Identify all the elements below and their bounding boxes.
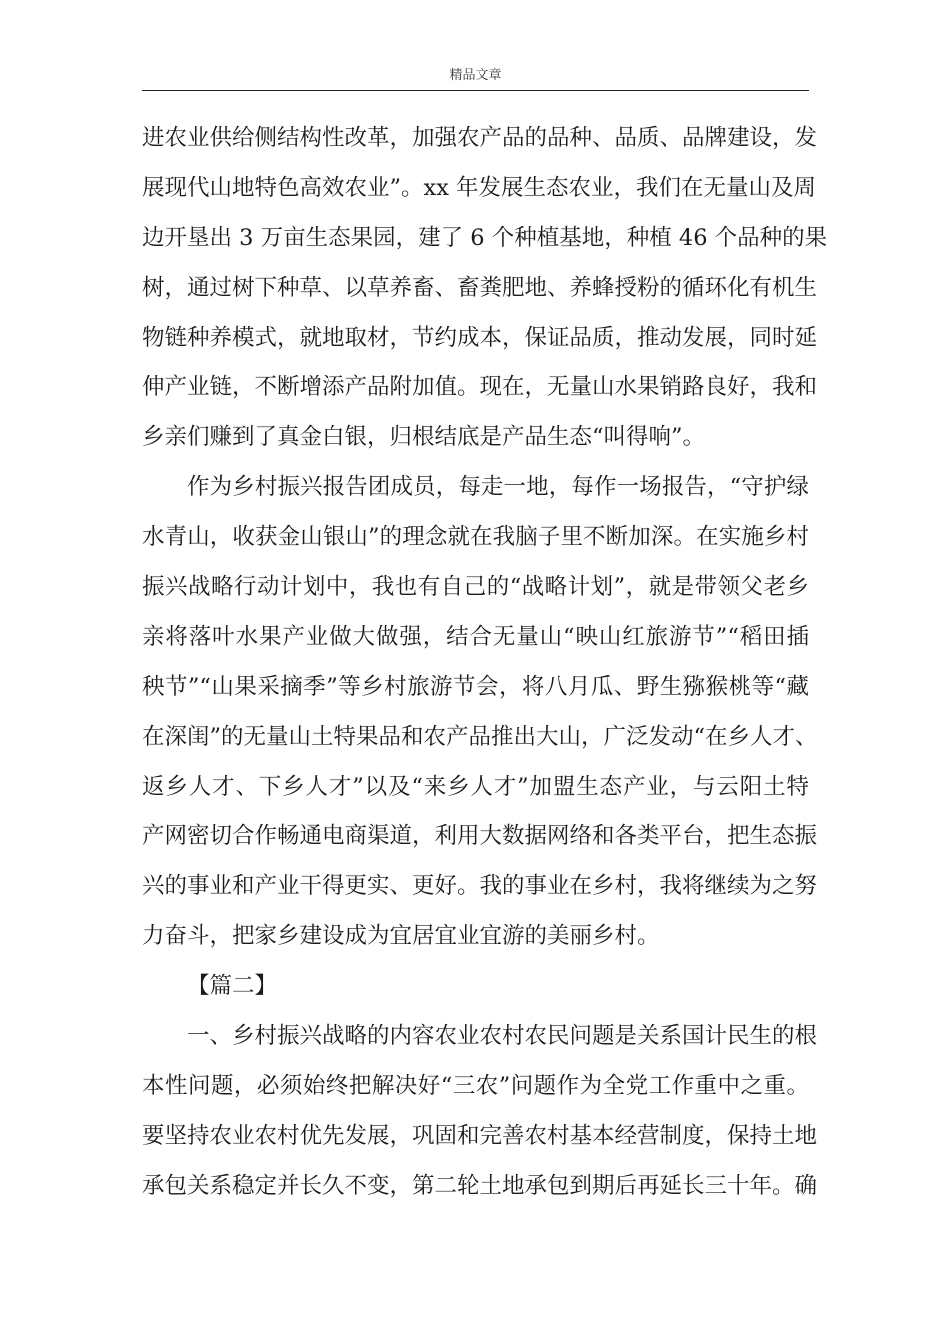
text-line: 兴的事业和产业干得更实、更好。我的事业在乡村，我将继续为之努 bbox=[142, 873, 818, 900]
text-line: 展现代山地特色高效农业”。xx 年发展生态农业，我们在无量山及周 bbox=[142, 174, 817, 201]
text-line: 力奋斗，把家乡建设成为宜居宜业宜游的美丽乡村。 bbox=[142, 923, 660, 950]
text-line: 一、乡村振兴战略的内容农业农村农民问题是关系国计民生的根 bbox=[187, 1023, 818, 1050]
document-body bbox=[142, 114, 828, 1212]
text-line: 作为乡村振兴报告团成员，每走一地，每作一场报告，“守护绿 bbox=[187, 474, 809, 501]
text-line: 进农业供给侧结构性改革，加强农产品的品种、品质、品牌建设，发 bbox=[142, 125, 818, 151]
header-title: 精品文章 bbox=[449, 68, 502, 83]
text-line: 【篇二】 bbox=[187, 973, 278, 1000]
text-line: 乡亲们赚到了真金白银，归根结底是产品生态“叫得响”。 bbox=[142, 424, 706, 451]
text-line: 边开垦出 3 万亩生态果园，建了 6 个种植基地，种植 46 个品种的果 bbox=[142, 224, 828, 251]
text-line: 树，通过树下种草、以草养畜、畜粪肥地、养蜂授粉的循环化有机生 bbox=[142, 274, 818, 301]
text-line: 产网密切合作畅通电商渠道，利用大数据网络和各类平台，把生态振 bbox=[142, 823, 818, 850]
text-line: 在深闺”的无量山土特果品和农产品推出大山，广泛发动“在乡人才、 bbox=[142, 723, 818, 750]
text-line: 秧节”“山果采摘季”等乡村旅游节会，将八月瓜、野生猕猴桃等“藏 bbox=[142, 673, 809, 700]
text-line: 伸产业链，不断增添产品附加值。现在，无量山水果销路良好，我和 bbox=[142, 374, 818, 401]
text-line: 返乡人才、下乡人才”以及“来乡人才”加盟生态产业，与云阳土特 bbox=[142, 773, 809, 800]
text-line: 承包关系稳定并长久不变，第二轮土地承包到期后再延长三十年。确 bbox=[142, 1172, 818, 1199]
page-header bbox=[142, 66, 809, 91]
text-line: 物链种养模式，就地取材，节约成本，保证品质，推动发展，同时延 bbox=[142, 324, 818, 351]
text-line: 本性问题，必须始终把解决好“三农”问题作为全党工作重中之重。 bbox=[142, 1072, 809, 1099]
text-line: 亲将落叶水果产业做大做强，结合无量山“映山红旅游节”“稻田插 bbox=[142, 623, 809, 650]
text-line: 振兴战略行动计划中，我也有自己的“战略计划”，就是带领父老乡 bbox=[142, 574, 809, 601]
text-line: 要坚持农业农村优先发展，巩固和完善农村基本经营制度，保持土地 bbox=[142, 1122, 818, 1149]
text-line: 水青山，收获金山银山”的理念就在我脑子里不断加深。在实施乡村 bbox=[142, 524, 809, 551]
